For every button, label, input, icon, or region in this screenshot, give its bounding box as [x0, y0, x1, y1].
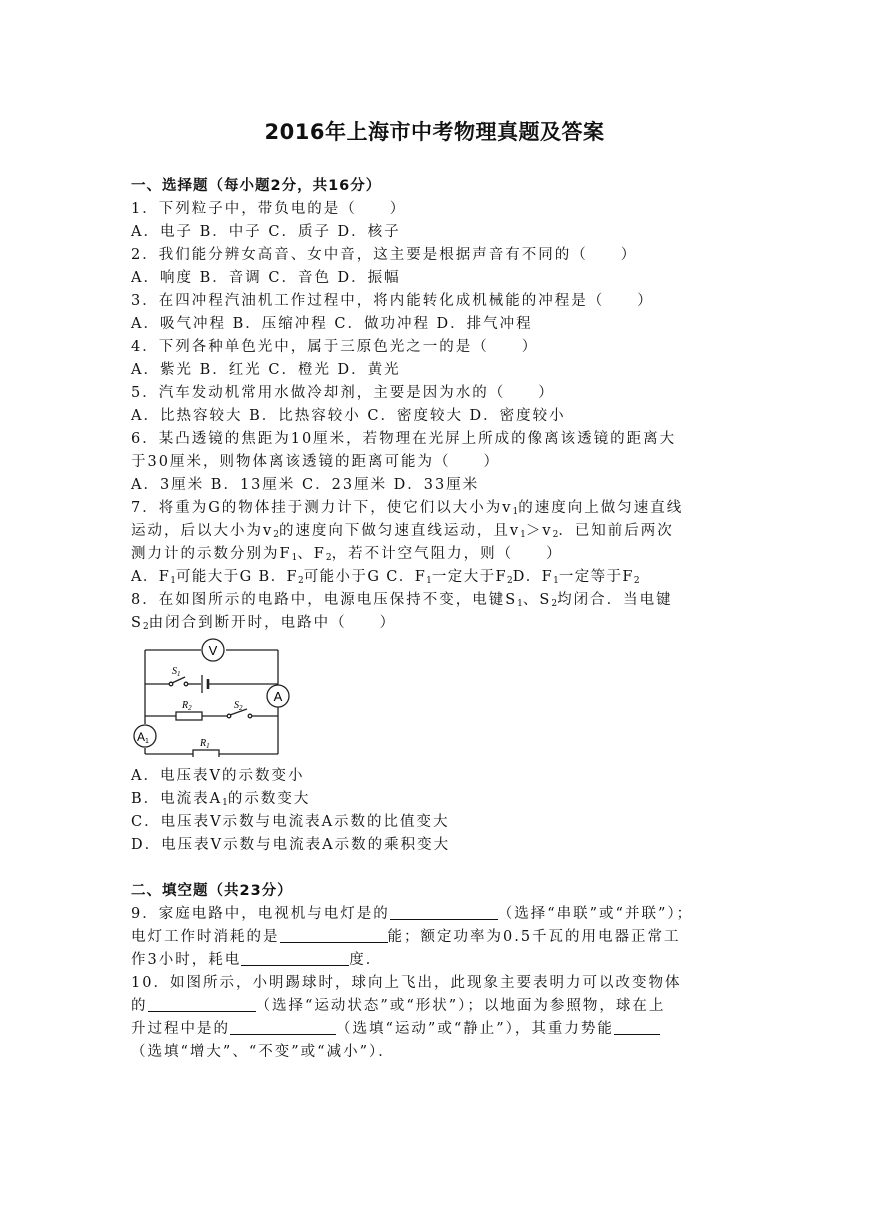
question-5: 5．汽车发动机常用水做冷却剂，主要是因为水的（ ） — [131, 385, 555, 401]
voltmeter-label: V — [208, 643, 218, 658]
question-6-options: A．3厘米 B．13厘米 C．23厘米 D．33厘米 — [131, 477, 480, 493]
question-8-line-2: $S_2$由闭合到断开时，电路中（ ） — [131, 615, 397, 632]
battery-symbol — [202, 675, 208, 693]
answer-blank[interactable] — [241, 951, 349, 966]
ammeter-label: A — [273, 689, 283, 704]
resistor-r1-label: $R_1$ — [200, 738, 210, 750]
question-8-line-1: 8．在如图所示的电路中，电源电压保持不变，电键$S_1$、$S_2$均闭合．当电键 — [131, 592, 673, 609]
question-8-option-d: D．电压表V示数与电流表A示数的乘积变大 — [131, 837, 451, 853]
question-1-options: A．电子 B．中子 C．质子 D．核子 — [131, 224, 401, 240]
circuit-diagram — [128, 632, 290, 757]
answer-blank[interactable] — [230, 1020, 336, 1035]
question-7-line-2: 运动，后以大小为$v_2$的速度向下做匀速直线运动，且$v_1>v_2$．已知前后两次 — [131, 523, 674, 540]
question-3: 3．在四冲程汽油机工作过程中，将内能转化成机械能的冲程是（ ） — [131, 293, 654, 309]
switch-s1-label: $S_1$ — [172, 666, 181, 678]
question-10-line-4: （选填“增大”、“不变”或“减小”）． — [131, 1044, 395, 1060]
question-7-line-3: 测力计的示数分别为$F_1$、$F_2$，若不计空气阻力，则（ ） — [131, 546, 563, 563]
question-6-line-2: 于30厘米，则物体离该透镜的距离可能为（ ） — [131, 454, 500, 470]
ammeter-a1-label: A1 — [137, 730, 149, 745]
question-8-option-a: A．电压表V的示数变小 — [131, 768, 305, 784]
answer-blank[interactable] — [390, 905, 498, 920]
question-10-line-2: 的 （选择“运动状态”或“形状”）；以地面为参照物，球在上 — [131, 998, 666, 1014]
resistor-r1 — [193, 750, 219, 757]
switch-s2-label: $S_2$ — [234, 700, 243, 712]
question-9-line-3: 作3小时，耗电 度． — [131, 952, 383, 968]
section-heading-choice: 一、选择题（每小题2分，共16分） — [131, 178, 382, 194]
resistor-r2 — [176, 712, 202, 720]
question-1: 1．下列粒子中，带负电的是（ ） — [131, 201, 407, 217]
answer-blank[interactable] — [148, 997, 256, 1012]
question-3-options: A．吸气冲程 B．压缩冲程 C．做功冲程 D．排气冲程 — [131, 316, 533, 332]
question-7-options: A．$F_1$可能大于G B．$F_2$可能小于G C．$F_1$一定大于$F_2D$．$F_1$一定等于$F_2$ — [131, 569, 640, 586]
question-6-line-1: 6．某凸透镜的焦距为10厘米，若物理在光屏上所成的像离该透镜的距离大 — [131, 431, 677, 447]
answer-blank[interactable] — [280, 928, 388, 943]
question-9-line-1: 9．家庭电路中，电视机与电灯是的 （选择“串联”或“并联”）； — [131, 906, 694, 922]
question-10-line-3: 升过程中是的 （选填“运动”或“静止”），其重力势能 — [131, 1020, 660, 1038]
question-5-options: A．比热容较大 B．比热容较小 C．密度较大 D．密度较小 — [131, 408, 566, 424]
question-7-line-1: 7．将重为G的物体挂于测力计下，使它们以大小为$v_1$的速度向上做匀速直线 — [131, 500, 684, 517]
section-heading-fill-blank: 二、填空题（共23分） — [131, 883, 293, 899]
question-4: 4．下列各种单色光中，属于三原色光之一的是（ ） — [131, 339, 539, 355]
question-8-option-b: B．电流表$A_1$的示数变大 — [131, 791, 311, 808]
switch-s1 — [169, 677, 188, 686]
page-title: 2016年上海市中考物理真题及答案 — [264, 120, 605, 144]
resistor-r2-label: $R_2$ — [182, 700, 192, 712]
question-8-option-c: C．电压表V示数与电流表A示数的比值变大 — [131, 814, 450, 830]
answer-blank[interactable] — [614, 1020, 660, 1035]
question-2: 2．我们能分辨女高音、女中音，这主要是根据声音有不同的（ ） — [131, 247, 638, 263]
question-10-line-1: 10．如图所示，小明踢球时，球向上飞出，此现象主要表明力可以改变物体 — [131, 975, 682, 991]
question-4-options: A．紫光 B．红光 C．橙光 D．黄光 — [131, 362, 401, 378]
question-2-options: A．响度 B．音调 C．音色 D．振幅 — [131, 270, 401, 286]
question-9-line-2: 电灯工作时消耗的是 能；额定功率为0.5千瓦的用电器正常工 — [131, 929, 681, 945]
